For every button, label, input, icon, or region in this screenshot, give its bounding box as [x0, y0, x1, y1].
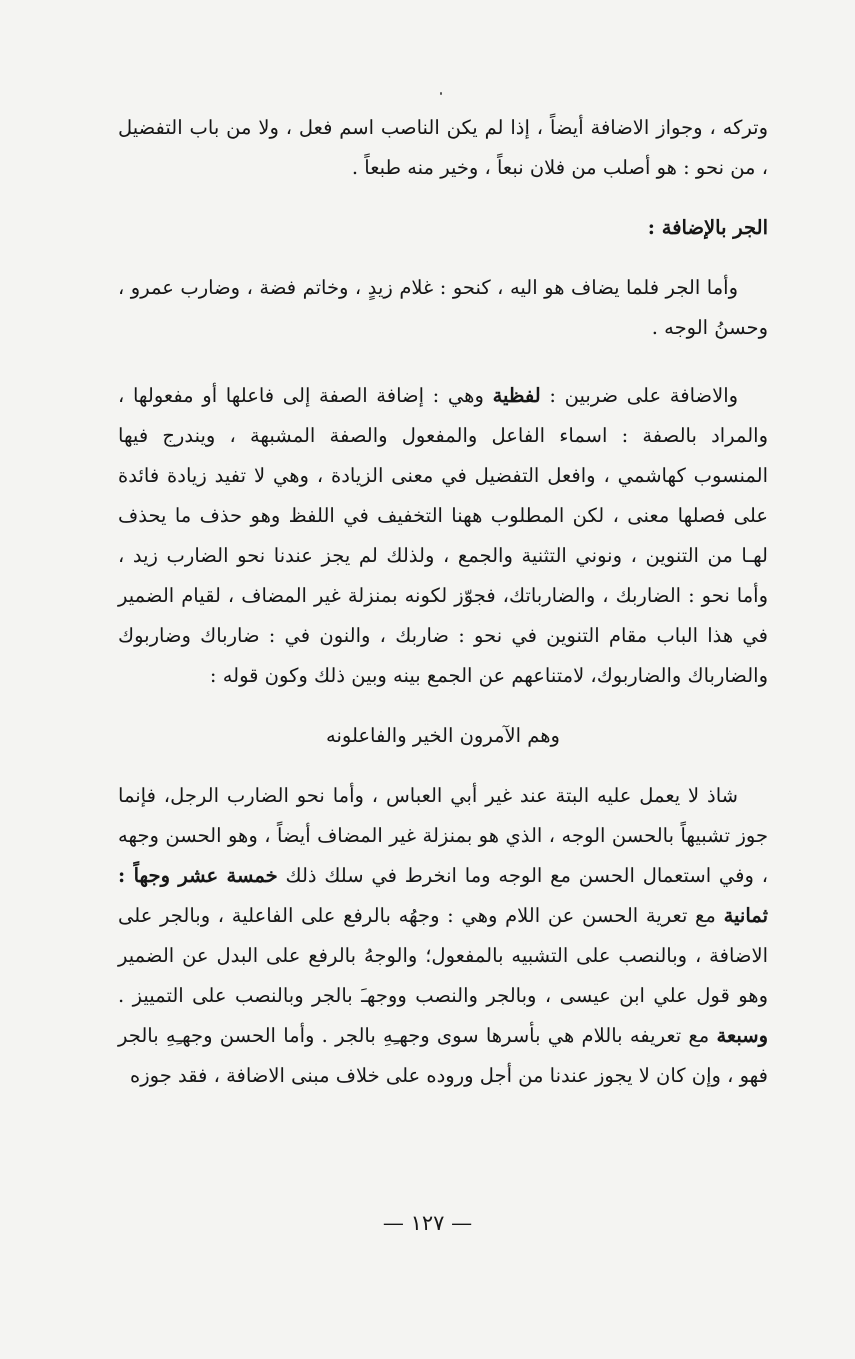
paragraph-4-part-a: شاذ لا يعمل عليه البتة عند غير أبي العباس ، وأما نحو الضارب الرجل، فإنما جوز تشبيهاً بالحسن الوجه ، الذي هو بمنزلة غير المضاف أيضاً ، وهو الحسن وجهه ، وفي استعمال الحسن مع الوجه وما انخرط في سلك ذلك [118, 784, 768, 887]
paragraph-1: وتركه ، وجواز الاضافة أيضاً ، إذا لم يكن الناصب اسم فعل ، ولا من باب التفضيل ، من نحو : هو أصلب من فلان نبعاً ، وخير منه طبعاً . [118, 116, 768, 179]
paragraph-4-part-b: مع تعرية الحسن عن اللام وهي : وجهُه بالرفع على الفاعلية ، وبالجر على الاضافة ، وبالنصب على التشبيه بالمفعول؛ والوجهُ بالرفع على البدل عن الضمير وهو قول علي ابن عيسى ، وبالجر والنصب ووجهـَ بالجر وبالنصب على التمييز . [118, 904, 768, 1007]
spacer [118, 248, 768, 268]
spacer [118, 348, 768, 376]
paragraph-3-body: وهي : إضافة الصفة إلى فاعلها أو مفعولها ، والمراد بالصفة : اسماء الفاعل والمفعول والصفة المشبهة ، ويندرج فيها المنسوب كهاشمي ، وافعل التفضيل في معنى الزيادة ، وهي لا تفيد زيادة فائدة على فصلها معنى ، لكن المطلوب ههنا التخفيف في اللفظ وهو حذف ما يحذف لهـا من التنوين ، ونوني التثنية والجمع ، ولذلك لم يجز عندنا نحو الضارب زيد ، وأما نحو : الضاربك ، والضارباتك، فجوّز لكونه بمنزلة غير المضاف ، لقيام الضمير في هذا الباب مقام التنوين في نحو : ضاربك ، والنون في : ضارباك وضاربوك والضارباك والضاربوك، لامتناعهم عن الجمع بينه وبين ذلك وكون قوله : [118, 384, 768, 687]
spacer [118, 188, 768, 208]
paragraph-4-part-c: مع تعريفه باللام هي بأسرها سوى وجهـِهِ بالجر . وأما الحسن وجهـِهِ بالجر فهو ، وإن كان لا يجوز عندنا من أجل وروده على خلاف مبنى الاضافة ، فقد جوزه [118, 1024, 768, 1087]
verse-line: وهم الآمرون الخير والفاعلونه [326, 724, 560, 747]
paragraph-4 [118, 776, 768, 1096]
paragraph-4-bold-seven: وسبعة [716, 1024, 768, 1047]
spacer [118, 756, 768, 776]
page-body [118, 108, 768, 1096]
paragraph-3 [118, 376, 768, 696]
paragraph-3-lead: والاضافة على ضربين : [549, 384, 739, 407]
spacer [118, 696, 768, 716]
paragraph-2: وأما الجر فلما يضاف هو اليه ، كنحو : غلام زيدٍ ، وخاتم فضة ، وضارب عمرو ، وحسنُ الوجه . [118, 276, 768, 339]
page-number: — ١٢٧ — [382, 1211, 473, 1235]
paragraph-4-bold-count: خمسة عشر وجهاً : ثمانية [118, 864, 769, 927]
scan-speck [440, 92, 442, 95]
paragraph-3-bold-term: لفظية [492, 384, 541, 407]
section-heading: الجر بالإضافة : [647, 216, 768, 239]
